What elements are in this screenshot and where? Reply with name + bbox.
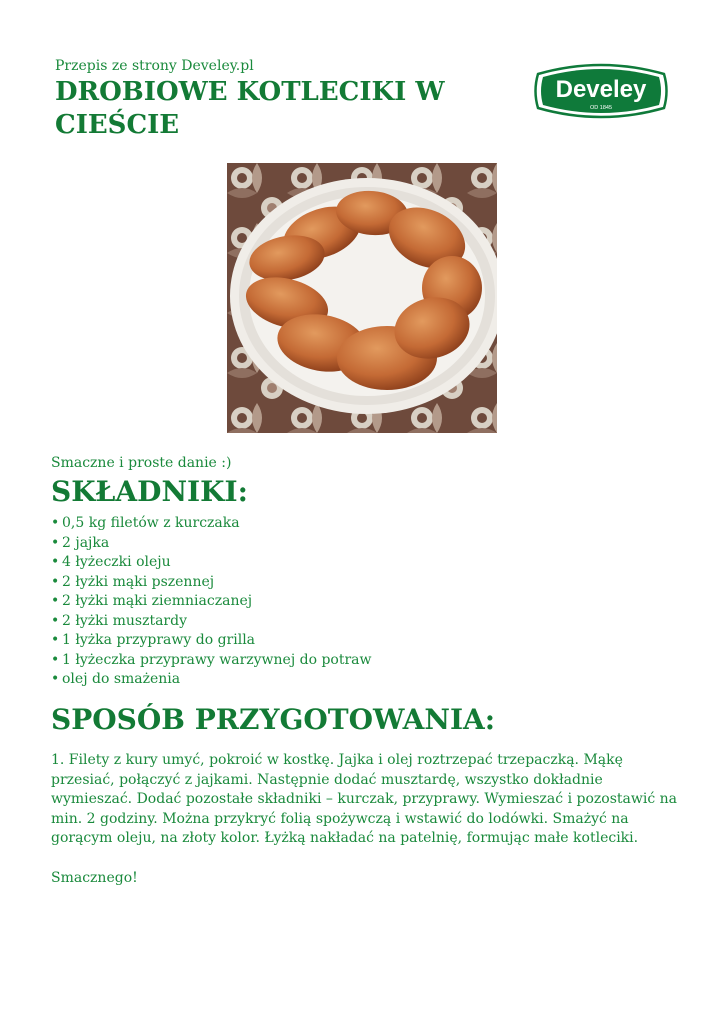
list-item: • 2 jajka [51,534,372,554]
ingredients-heading: SKŁADNIKI: [51,475,248,508]
logo-brand-text: Develey [555,76,647,103]
list-item: • olej do smażenia [51,670,372,690]
bullet-icon: • [51,515,60,531]
closing-text: Smacznego! [51,870,138,886]
list-item: • 0,5 kg filetów z kurczaka [51,514,372,534]
develey-logo [532,60,670,122]
list-item: • 2 łyżki mąki ziemniaczanej [51,592,372,612]
bullet-icon: • [51,632,60,648]
bullet-icon: • [51,651,60,668]
intro-text: Smaczne i proste danie :) [51,455,232,471]
recipe-title: DROBIOWE KOTLECIKI W CIEŚCIE [55,77,445,140]
food-photo [227,163,497,433]
bullet-icon: • [51,612,60,629]
list-item: • 1 łyżeczka przyprawy warzywnej do potraw [51,651,372,671]
bullet-icon: • [51,573,60,590]
bullet-icon: • [51,534,60,551]
list-item: • 2 łyżki musztardy [51,612,372,632]
method-heading: SPOSÓB PRZYGOTOWANIA: [51,703,496,736]
list-item: • 4 łyżeczki oleju [51,553,372,573]
method-text: 1. Filety z kury umyć, pokroić w kostkę. Jajka i olej roztrzepać trzepaczką. Mąkę przesiać, połączyć z jajkami. Następnie dodać musztardę, wszystko dokładnie wymieszać. Dodać pozostałe składniki – kurczak, przyprawy. Wymieszać i pozostawić na min. 2 godziny. Można przykryć folią spożywczą i wstawić do lodówki. Smażyć na gorącym oleju, na złoty kolor. Łyżką nakładać na patelnię, formując małe kotleciki. [51,752,677,846]
source-line: Przepis ze strony Develey.pl [55,58,254,74]
bullet-icon: • [51,554,60,570]
logo-since-text: OD 1845 [589,105,613,111]
ingredients-list [51,514,372,690]
bullet-icon: • [51,671,60,687]
list-item: • 2 łyżki mąki pszennej [51,573,372,593]
list-item: • 1 łyżka przyprawy do grilla [51,631,372,651]
bullet-icon: • [51,593,60,609]
